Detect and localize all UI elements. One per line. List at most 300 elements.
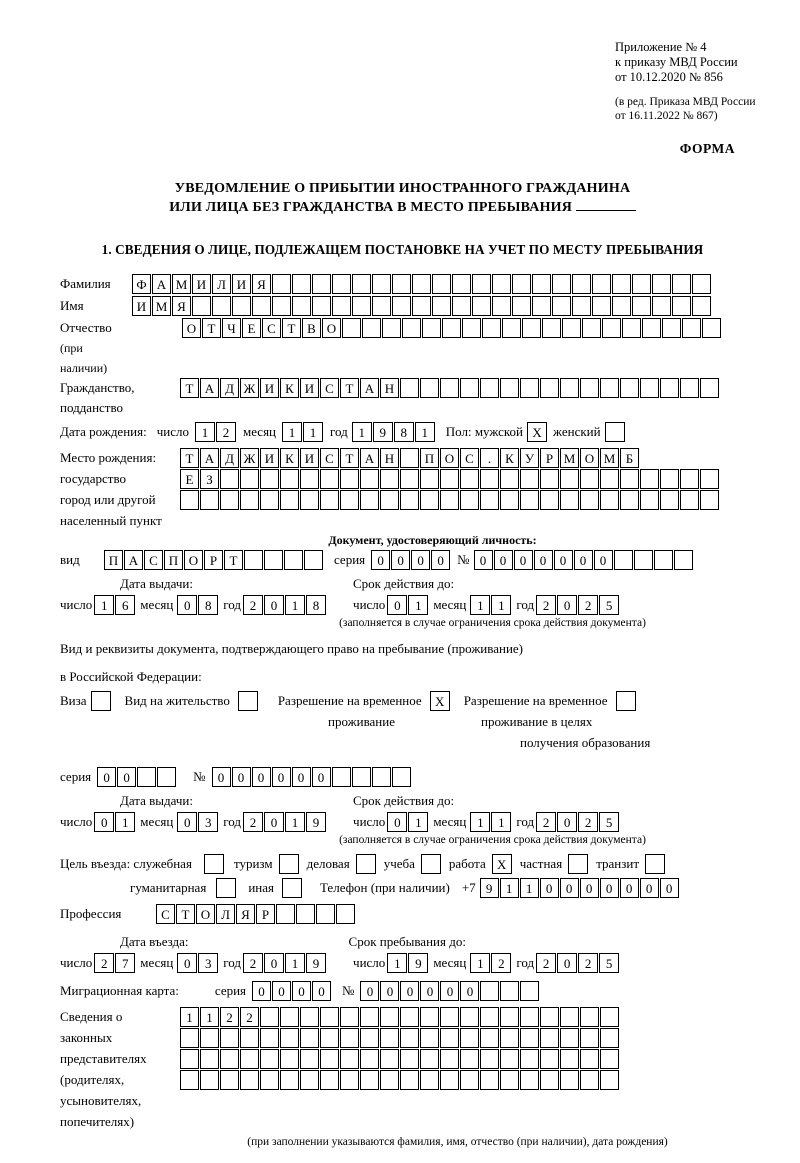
purpose-tourism-checkbox[interactable] <box>279 854 299 874</box>
name-field-cell[interactable] <box>332 296 351 316</box>
legal-reps-line1-field-cell[interactable] <box>300 1007 319 1027</box>
birthplace-line1-field-cell[interactable]: Д <box>220 448 239 468</box>
citizenship-field-cell[interactable] <box>560 378 579 398</box>
entry-year-field-cell[interactable]: 2 <box>243 953 263 973</box>
name-field-cell[interactable] <box>272 296 291 316</box>
name-field-cell[interactable] <box>192 296 211 316</box>
legal-reps-line4-field-cell[interactable] <box>380 1070 399 1090</box>
doc-valid-day-field-cell[interactable]: 1 <box>408 595 428 615</box>
legal-reps-line4-field-cell[interactable] <box>400 1070 419 1090</box>
doc-kind-field-cell[interactable]: Т <box>224 550 243 570</box>
doc-kind-field-cell[interactable] <box>244 550 263 570</box>
birthplace-line3-field-cell[interactable] <box>460 490 479 510</box>
name-field-cell[interactable] <box>412 296 431 316</box>
stay-to-month-field-cell[interactable]: 1 <box>470 953 490 973</box>
birthplace-line3-field-cell[interactable] <box>380 490 399 510</box>
doc-issue-year-field[interactable] <box>243 595 327 615</box>
doc-kind-field[interactable] <box>104 550 324 570</box>
surname-field-cell[interactable]: Ф <box>132 274 151 294</box>
legal-reps-line4-field-cell[interactable] <box>300 1070 319 1090</box>
surname-field[interactable] <box>132 274 712 294</box>
entry-year-field-cell[interactable]: 9 <box>306 953 326 973</box>
doc-series-field-cell[interactable]: 0 <box>371 550 390 570</box>
stay-issue-day-field-cell[interactable]: 1 <box>115 812 135 832</box>
name-field-cell[interactable] <box>432 296 451 316</box>
legal-reps-line2-field-cell[interactable] <box>560 1028 579 1048</box>
birthplace-line3-field-cell[interactable] <box>620 490 639 510</box>
birthplace-line1-field-cell[interactable]: Т <box>340 448 359 468</box>
entry-day-field[interactable] <box>94 953 136 973</box>
stay-valid-month-field-cell[interactable]: 1 <box>470 812 490 832</box>
patronymic-field-cell[interactable] <box>422 318 441 338</box>
mig-number-field-cell[interactable] <box>480 981 499 1001</box>
citizenship-field-cell[interactable] <box>500 378 519 398</box>
doc-kind-field-cell[interactable]: С <box>144 550 163 570</box>
birthplace-line1-field-cell[interactable]: А <box>200 448 219 468</box>
stay-issue-day-field[interactable] <box>94 812 136 832</box>
phone-field-cell[interactable]: 0 <box>600 878 619 898</box>
stay-to-month-field[interactable] <box>470 953 512 973</box>
birthplace-line3-field-cell[interactable] <box>280 490 299 510</box>
stay-to-day-field[interactable] <box>387 953 429 973</box>
name-field-cell[interactable] <box>532 296 551 316</box>
legal-reps-line3-field-cell[interactable] <box>600 1049 619 1069</box>
doc-number-field-cell[interactable] <box>614 550 633 570</box>
birthplace-line3-field-cell[interactable] <box>260 490 279 510</box>
birthplace-line2-field-cell[interactable] <box>420 469 439 489</box>
legal-reps-line4-field-cell[interactable] <box>220 1070 239 1090</box>
entry-year-field-cell[interactable]: 0 <box>264 953 284 973</box>
stay-issue-year-field[interactable] <box>243 812 327 832</box>
doc-valid-year-field-cell[interactable]: 2 <box>578 595 598 615</box>
purpose-humanitarian-checkbox[interactable] <box>216 878 236 898</box>
phone-field-cell[interactable]: 0 <box>540 878 559 898</box>
patronymic-field-cell[interactable] <box>362 318 381 338</box>
birthplace-line3-field-cell[interactable] <box>420 490 439 510</box>
birthplace-line2-field-cell[interactable] <box>700 469 719 489</box>
legal-reps-line2-field-cell[interactable] <box>240 1028 259 1048</box>
legal-reps-line2-field-cell[interactable] <box>380 1028 399 1048</box>
mig-number-field-cell[interactable]: 0 <box>380 981 399 1001</box>
birthplace-line3-field-cell[interactable] <box>440 490 459 510</box>
legal-reps-line3-field-cell[interactable] <box>320 1049 339 1069</box>
doc-issue-month-field-cell[interactable]: 8 <box>198 595 218 615</box>
birthplace-line3-field-cell[interactable] <box>680 490 699 510</box>
doc-issue-year-field-cell[interactable]: 2 <box>243 595 263 615</box>
stay-valid-day-field[interactable] <box>387 812 429 832</box>
name-field-cell[interactable] <box>512 296 531 316</box>
profession-field-cell[interactable] <box>336 904 355 924</box>
mig-series-field-cell[interactable]: 0 <box>272 981 291 1001</box>
surname-field-cell[interactable] <box>552 274 571 294</box>
entry-day-field-cell[interactable]: 7 <box>115 953 135 973</box>
legal-reps-line2-field-cell[interactable] <box>180 1028 199 1048</box>
citizenship-field-cell[interactable] <box>680 378 699 398</box>
name-field-cell[interactable]: И <box>132 296 151 316</box>
legal-reps-line3-field-cell[interactable] <box>440 1049 459 1069</box>
legal-reps-line4-field-cell[interactable] <box>360 1070 379 1090</box>
surname-field-cell[interactable] <box>592 274 611 294</box>
legal-reps-line3-field-cell[interactable] <box>580 1049 599 1069</box>
birthplace-line1-field-cell[interactable]: А <box>360 448 379 468</box>
stay-series-field[interactable] <box>97 767 177 787</box>
birthplace-line3-field-cell[interactable] <box>540 490 559 510</box>
visa-checkbox[interactable] <box>91 691 111 711</box>
legal-reps-line1-field-cell[interactable]: 1 <box>200 1007 219 1027</box>
name-field-cell[interactable] <box>652 296 671 316</box>
stay-number-field-cell[interactable] <box>352 767 371 787</box>
name-field-cell[interactable] <box>612 296 631 316</box>
legal-reps-line3-field-cell[interactable] <box>340 1049 359 1069</box>
residence-permit-checkbox[interactable] <box>238 691 258 711</box>
legal-reps-line1-field-cell[interactable] <box>460 1007 479 1027</box>
birthplace-line1b-field-cell[interactable]: М <box>600 448 619 468</box>
birthplace-line2-field-cell[interactable] <box>320 469 339 489</box>
birthplace-line2-field-cell[interactable] <box>300 469 319 489</box>
surname-field-cell[interactable] <box>612 274 631 294</box>
patronymic-field-cell[interactable]: С <box>262 318 281 338</box>
stay-number-field-cell[interactable]: 0 <box>212 767 231 787</box>
profession-field-cell[interactable] <box>276 904 295 924</box>
patronymic-field-cell[interactable] <box>642 318 661 338</box>
stay-to-year-field-cell[interactable]: 2 <box>536 953 556 973</box>
stay-series-field-cell[interactable] <box>157 767 176 787</box>
stay-valid-year-field-cell[interactable]: 2 <box>536 812 556 832</box>
legal-reps-line2-field-cell[interactable] <box>220 1028 239 1048</box>
legal-reps-line3-field-cell[interactable] <box>480 1049 499 1069</box>
mig-number-field-cell[interactable] <box>500 981 519 1001</box>
legal-reps-line1-field-cell[interactable] <box>540 1007 559 1027</box>
birth-day-field-cell[interactable]: 1 <box>195 422 215 442</box>
profession-field-cell[interactable]: Л <box>216 904 235 924</box>
birthplace-line2-field-cell[interactable] <box>260 469 279 489</box>
stay-issue-month-field-cell[interactable]: 3 <box>198 812 218 832</box>
stay-issue-year-field-cell[interactable]: 2 <box>243 812 263 832</box>
birthplace-line3-field-cell[interactable] <box>180 490 199 510</box>
birthplace-line2-field-cell[interactable] <box>380 469 399 489</box>
surname-field-cell[interactable] <box>292 274 311 294</box>
patronymic-field-cell[interactable] <box>442 318 461 338</box>
legal-reps-line3-field-cell[interactable] <box>400 1049 419 1069</box>
legal-reps-line4-field-cell[interactable] <box>320 1070 339 1090</box>
birthplace-line1-field-cell[interactable]: И <box>260 448 279 468</box>
citizenship-field-cell[interactable] <box>660 378 679 398</box>
phone-field[interactable] <box>480 878 680 898</box>
birthplace-line1b-field-cell[interactable]: Б <box>620 448 639 468</box>
birthplace-line3-field[interactable] <box>180 490 720 510</box>
mig-number-field-cell[interactable]: 0 <box>360 981 379 1001</box>
doc-valid-year-field[interactable] <box>536 595 620 615</box>
mig-number-field[interactable] <box>360 981 540 1001</box>
legal-reps-line3-field[interactable] <box>180 1049 620 1069</box>
doc-number-field-cell[interactable]: 0 <box>514 550 533 570</box>
surname-field-cell[interactable]: Л <box>212 274 231 294</box>
legal-reps-line1-field-cell[interactable] <box>400 1007 419 1027</box>
birthplace-line3-field-cell[interactable] <box>480 490 499 510</box>
doc-valid-year-field-cell[interactable]: 2 <box>536 595 556 615</box>
citizenship-field-cell[interactable] <box>700 378 719 398</box>
birth-month-field-cell[interactable]: 1 <box>303 422 323 442</box>
birthplace-line3-field-cell[interactable] <box>600 490 619 510</box>
name-field-cell[interactable] <box>292 296 311 316</box>
legal-reps-line3-field-cell[interactable] <box>260 1049 279 1069</box>
birthplace-line1b-field[interactable] <box>500 448 640 468</box>
purpose-study-checkbox[interactable] <box>421 854 441 874</box>
phone-field-cell[interactable]: 0 <box>560 878 579 898</box>
citizenship-field-cell[interactable] <box>520 378 539 398</box>
legal-reps-line1-field-cell[interactable] <box>380 1007 399 1027</box>
patronymic-field-cell[interactable] <box>662 318 681 338</box>
legal-reps-line4-field-cell[interactable] <box>560 1070 579 1090</box>
name-field-cell[interactable] <box>212 296 231 316</box>
legal-reps-line3-field-cell[interactable] <box>420 1049 439 1069</box>
phone-field-cell[interactable]: 1 <box>520 878 539 898</box>
patronymic-field-cell[interactable] <box>382 318 401 338</box>
phone-field-cell[interactable]: 0 <box>660 878 679 898</box>
doc-number-field-cell[interactable]: 0 <box>554 550 573 570</box>
doc-issue-year-field-cell[interactable]: 0 <box>264 595 284 615</box>
purpose-other-checkbox[interactable] <box>282 878 302 898</box>
name-field-cell[interactable] <box>232 296 251 316</box>
patronymic-field-cell[interactable]: Ч <box>222 318 241 338</box>
birthplace-line1b-field-cell[interactable]: У <box>520 448 539 468</box>
patronymic-field-cell[interactable] <box>542 318 561 338</box>
mig-number-field-cell[interactable]: 0 <box>420 981 439 1001</box>
name-field-cell[interactable] <box>372 296 391 316</box>
sex-female-checkbox[interactable] <box>605 422 625 442</box>
doc-series-field-cell[interactable]: 0 <box>411 550 430 570</box>
birth-year-field-cell[interactable]: 1 <box>415 422 435 442</box>
citizenship-field[interactable] <box>180 378 720 398</box>
purpose-private-checkbox[interactable] <box>568 854 588 874</box>
birthplace-line2-field-cell[interactable]: Е <box>180 469 199 489</box>
stay-valid-year-field-cell[interactable]: 2 <box>578 812 598 832</box>
profession-field-cell[interactable]: О <box>196 904 215 924</box>
mig-number-field-cell[interactable]: 0 <box>460 981 479 1001</box>
birthplace-line3-field-cell[interactable] <box>240 490 259 510</box>
profession-field-cell[interactable]: С <box>156 904 175 924</box>
birthplace-line2-field-cell[interactable] <box>500 469 519 489</box>
legal-reps-line4-field-cell[interactable] <box>240 1070 259 1090</box>
doc-issue-year-field-cell[interactable]: 1 <box>285 595 305 615</box>
name-field-cell[interactable] <box>472 296 491 316</box>
phone-field-cell[interactable]: 0 <box>620 878 639 898</box>
legal-reps-line3-field-cell[interactable] <box>540 1049 559 1069</box>
birthplace-line1-field-cell[interactable] <box>400 448 419 468</box>
surname-field-cell[interactable] <box>472 274 491 294</box>
doc-issue-month-field-cell[interactable]: 0 <box>177 595 197 615</box>
patronymic-field-cell[interactable]: В <box>302 318 321 338</box>
stay-series-field-cell[interactable]: 0 <box>117 767 136 787</box>
birthplace-line3-field-cell[interactable] <box>640 490 659 510</box>
name-field-cell[interactable] <box>312 296 331 316</box>
surname-field-cell[interactable] <box>692 274 711 294</box>
stay-number-field-cell[interactable]: 0 <box>292 767 311 787</box>
birthplace-line1-field-cell[interactable]: И <box>300 448 319 468</box>
birthplace-line3-field-cell[interactable] <box>320 490 339 510</box>
birthplace-line2-field-cell[interactable] <box>240 469 259 489</box>
citizenship-field-cell[interactable]: И <box>260 378 279 398</box>
name-field[interactable] <box>132 296 712 316</box>
legal-reps-line3-field-cell[interactable] <box>460 1049 479 1069</box>
stay-issue-year-field-cell[interactable]: 9 <box>306 812 326 832</box>
citizenship-field-cell[interactable] <box>460 378 479 398</box>
birthplace-line2-field-cell[interactable]: З <box>200 469 219 489</box>
patronymic-field-cell[interactable] <box>462 318 481 338</box>
name-field-cell[interactable] <box>692 296 711 316</box>
sex-male-checkbox[interactable]: Х <box>527 422 547 442</box>
birthplace-line2-field-cell[interactable] <box>600 469 619 489</box>
birthplace-line2-field-cell[interactable] <box>400 469 419 489</box>
legal-reps-line4-field-cell[interactable] <box>520 1070 539 1090</box>
stay-number-field-cell[interactable] <box>392 767 411 787</box>
legal-reps-line1-field-cell[interactable] <box>360 1007 379 1027</box>
stay-issue-year-field-cell[interactable]: 0 <box>264 812 284 832</box>
surname-field-cell[interactable] <box>392 274 411 294</box>
stay-issue-month-field[interactable] <box>177 812 219 832</box>
patronymic-field-cell[interactable] <box>562 318 581 338</box>
legal-reps-line2-field-cell[interactable] <box>420 1028 439 1048</box>
stay-to-year-field-cell[interactable]: 0 <box>557 953 577 973</box>
doc-kind-field-cell[interactable] <box>284 550 303 570</box>
mig-series-field-cell[interactable]: 0 <box>312 981 331 1001</box>
patronymic-field-cell[interactable] <box>702 318 721 338</box>
mig-number-field-cell[interactable]: 0 <box>400 981 419 1001</box>
patronymic-field-cell[interactable]: О <box>322 318 341 338</box>
patronymic-field-cell[interactable] <box>522 318 541 338</box>
doc-number-field-cell[interactable]: 0 <box>594 550 613 570</box>
doc-valid-month-field[interactable] <box>470 595 512 615</box>
doc-kind-field-cell[interactable]: П <box>104 550 123 570</box>
birthplace-line2-field-cell[interactable] <box>540 469 559 489</box>
surname-field-cell[interactable] <box>372 274 391 294</box>
doc-number-field-cell[interactable]: 0 <box>534 550 553 570</box>
stay-number-field-cell[interactable]: 0 <box>272 767 291 787</box>
doc-number-field-cell[interactable] <box>634 550 653 570</box>
entry-day-field-cell[interactable]: 2 <box>94 953 114 973</box>
citizenship-field-cell[interactable]: А <box>360 378 379 398</box>
birthplace-line1-field-cell[interactable]: Ж <box>240 448 259 468</box>
mig-number-field-cell[interactable] <box>520 981 539 1001</box>
birth-year-field-cell[interactable]: 1 <box>352 422 372 442</box>
birth-year-field-cell[interactable]: 8 <box>394 422 414 442</box>
legal-reps-line2-field-cell[interactable] <box>400 1028 419 1048</box>
birthplace-line2-field-cell[interactable] <box>560 469 579 489</box>
stay-number-field-cell[interactable]: 0 <box>252 767 271 787</box>
patronymic-field-cell[interactable]: О <box>182 318 201 338</box>
stay-number-field-cell[interactable] <box>332 767 351 787</box>
stay-valid-day-field-cell[interactable]: 1 <box>408 812 428 832</box>
surname-field-cell[interactable] <box>532 274 551 294</box>
citizenship-field-cell[interactable] <box>480 378 499 398</box>
legal-reps-line3-field-cell[interactable] <box>200 1049 219 1069</box>
legal-reps-line1-field-cell[interactable] <box>580 1007 599 1027</box>
citizenship-field-cell[interactable] <box>440 378 459 398</box>
birthplace-line1-field-cell[interactable]: К <box>280 448 299 468</box>
citizenship-field-cell[interactable]: К <box>280 378 299 398</box>
mig-series-field-cell[interactable]: 0 <box>252 981 271 1001</box>
doc-valid-year-field-cell[interactable]: 0 <box>557 595 577 615</box>
stay-number-field-cell[interactable]: 0 <box>312 767 331 787</box>
purpose-official-checkbox[interactable] <box>204 854 224 874</box>
entry-month-field[interactable] <box>177 953 219 973</box>
legal-reps-line2-field-cell[interactable] <box>580 1028 599 1048</box>
doc-series-field-cell[interactable]: 0 <box>431 550 450 570</box>
birthplace-line1-field-cell[interactable]: . <box>480 448 499 468</box>
citizenship-field-cell[interactable] <box>640 378 659 398</box>
citizenship-field-cell[interactable] <box>600 378 619 398</box>
patronymic-field[interactable] <box>182 318 722 338</box>
doc-number-field-cell[interactable]: 0 <box>474 550 493 570</box>
purpose-transit-checkbox[interactable] <box>645 854 665 874</box>
legal-reps-line3-field-cell[interactable] <box>220 1049 239 1069</box>
citizenship-field-cell[interactable]: А <box>200 378 219 398</box>
doc-kind-field-cell[interactable]: А <box>124 550 143 570</box>
birthplace-line3-field-cell[interactable] <box>360 490 379 510</box>
surname-field-cell[interactable] <box>352 274 371 294</box>
purpose-work-checkbox[interactable]: Х <box>492 854 512 874</box>
birthplace-line2-field-cell[interactable] <box>640 469 659 489</box>
birthplace-line1-field-cell[interactable]: О <box>440 448 459 468</box>
citizenship-field-cell[interactable] <box>400 378 419 398</box>
profession-field-cell[interactable]: Р <box>256 904 275 924</box>
surname-field-cell[interactable] <box>312 274 331 294</box>
edu-residence-checkbox[interactable] <box>616 691 636 711</box>
patronymic-field-cell[interactable]: Е <box>242 318 261 338</box>
birthplace-line3-field-cell[interactable] <box>520 490 539 510</box>
citizenship-field-cell[interactable] <box>540 378 559 398</box>
surname-field-cell[interactable] <box>652 274 671 294</box>
citizenship-field-cell[interactable]: Т <box>180 378 199 398</box>
birthplace-line2-field-cell[interactable] <box>220 469 239 489</box>
citizenship-field-cell[interactable]: Ж <box>240 378 259 398</box>
birthplace-line2-field[interactable] <box>180 469 720 489</box>
legal-reps-line2-field-cell[interactable] <box>260 1028 279 1048</box>
doc-issue-month-field[interactable] <box>177 595 219 615</box>
stay-to-day-field-cell[interactable]: 9 <box>408 953 428 973</box>
patronymic-field-cell[interactable]: Т <box>202 318 221 338</box>
legal-reps-line1-field-cell[interactable]: 2 <box>220 1007 239 1027</box>
legal-reps-line1-field-cell[interactable] <box>600 1007 619 1027</box>
stay-series-field-cell[interactable]: 0 <box>97 767 116 787</box>
phone-field-cell[interactable]: 0 <box>640 878 659 898</box>
name-field-cell[interactable]: М <box>152 296 171 316</box>
birthplace-line1b-field-cell[interactable]: М <box>560 448 579 468</box>
birthplace-line1b-field-cell[interactable]: К <box>500 448 519 468</box>
phone-field-cell[interactable]: 1 <box>500 878 519 898</box>
name-field-cell[interactable] <box>632 296 651 316</box>
surname-field-cell[interactable] <box>432 274 451 294</box>
legal-reps-line4-field-cell[interactable] <box>420 1070 439 1090</box>
legal-reps-line3-field-cell[interactable] <box>180 1049 199 1069</box>
birthplace-line3-field-cell[interactable] <box>700 490 719 510</box>
legal-reps-line2-field-cell[interactable] <box>300 1028 319 1048</box>
legal-reps-line1-field-cell[interactable] <box>260 1007 279 1027</box>
patronymic-field-cell[interactable] <box>342 318 361 338</box>
birthplace-line1b-field-cell[interactable]: О <box>580 448 599 468</box>
birthplace-line2-field-cell[interactable] <box>440 469 459 489</box>
surname-field-cell[interactable]: И <box>232 274 251 294</box>
citizenship-field-cell[interactable]: Д <box>220 378 239 398</box>
legal-reps-line2-field-cell[interactable] <box>440 1028 459 1048</box>
birth-day-field-cell[interactable]: 2 <box>216 422 236 442</box>
legal-reps-line4-field-cell[interactable] <box>440 1070 459 1090</box>
stay-valid-year-field-cell[interactable]: 5 <box>599 812 619 832</box>
legal-reps-line3-field-cell[interactable] <box>360 1049 379 1069</box>
legal-reps-line1-field-cell[interactable] <box>340 1007 359 1027</box>
legal-reps-line4-field-cell[interactable] <box>540 1070 559 1090</box>
legal-reps-line4-field-cell[interactable] <box>480 1070 499 1090</box>
